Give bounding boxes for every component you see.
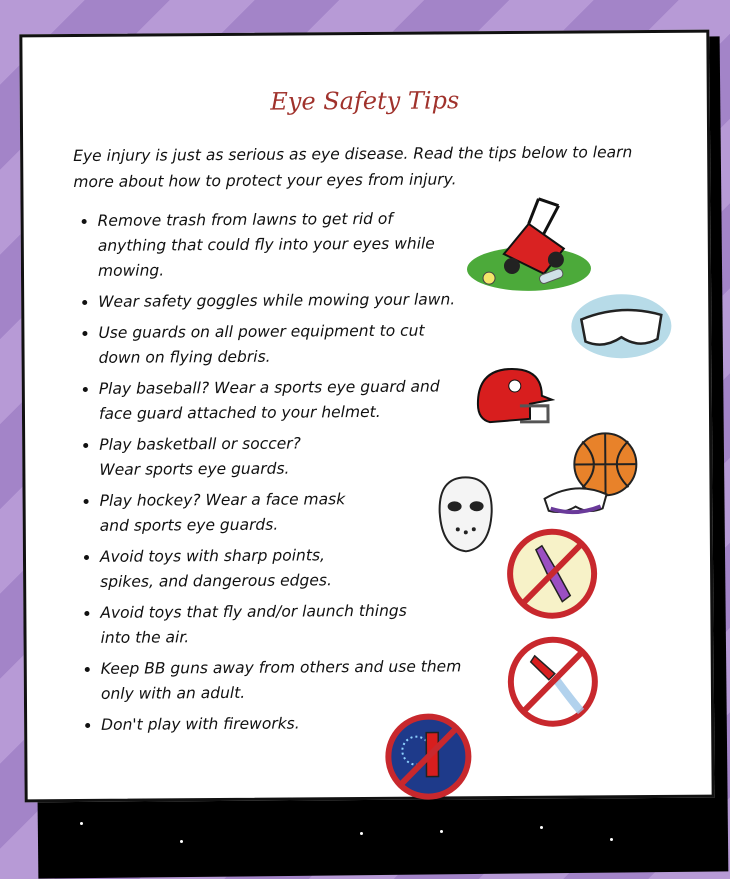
list-item: • Avoid toys with sharp points, spikes, and dangerous edges. xyxy=(100,543,360,595)
list-item: • Don't play with fireworks. xyxy=(101,710,501,738)
no-fireworks-icon xyxy=(382,710,475,803)
no-sharp-toys-icon xyxy=(504,525,601,622)
list-item: • Play hockey? Wear a face mask and sports eye guards. xyxy=(100,487,360,539)
safety-goggles-icon xyxy=(569,291,674,362)
list-item: • Use guards on all power equipment to cut down on flying debris. xyxy=(98,318,458,371)
lawn-mower-icon xyxy=(463,193,594,294)
list-item: • Remove trash from lawns to get rid of anything that could fly into your eyes while mowing. xyxy=(98,206,459,284)
hockey-mask-icon xyxy=(435,474,496,554)
list-item: • Wear safety goggles while mowing your lawn. xyxy=(98,287,498,315)
list-item: • Avoid toys that fly and/or launch things into the air. xyxy=(100,598,440,650)
sports-eye-guards-icon xyxy=(540,478,610,518)
tips-page xyxy=(19,30,714,803)
baseball-helmet-icon xyxy=(470,364,555,430)
list-item: • Keep BB guns away from others and use them only with an adult. xyxy=(101,654,491,707)
intro-paragraph: Eye injury is just as serious as eye disease. Read the tips below to learn more about how to protect your eyes from injury. xyxy=(73,143,633,192)
no-rocket-toys-icon xyxy=(505,633,602,730)
tips-list xyxy=(56,206,502,744)
list-item: • Play baseball? Wear a sports eye guard and face guard attached to your helmet. xyxy=(99,374,459,427)
page-title: Eye Safety Tips xyxy=(270,86,460,116)
list-item: • Play basketball or soccer? Wear sports eye guards. xyxy=(99,431,339,483)
